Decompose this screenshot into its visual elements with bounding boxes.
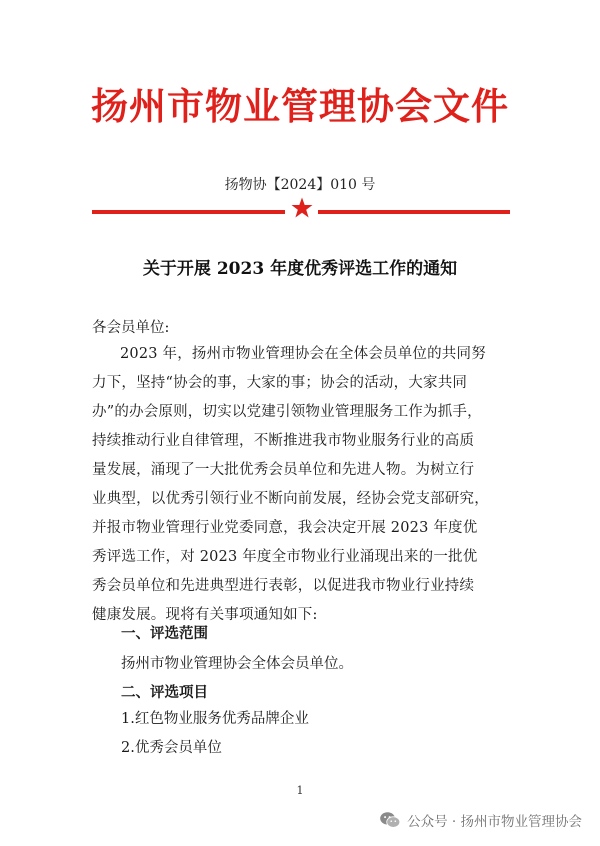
page-number: 1	[296, 784, 304, 797]
salutation: 各会员单位:	[92, 320, 170, 336]
section-heading-projects: 二、评选项目	[121, 684, 208, 701]
section-heading-scope: 一、评选范围	[121, 625, 208, 642]
paragraph-line: 并报市物业管理行业党委同意，我会决定开展 2023 年度优	[92, 520, 478, 536]
paragraph-line: 持续推动行业自律管理，不断推进我市物业服务行业的高质	[92, 433, 475, 449]
body-paragraph	[92, 340, 516, 630]
paragraph-line: 秀会员单位和先进典型进行表彰，以促进我市物业行业持续	[92, 578, 475, 594]
paragraph-line: 力下，坚持“协会的事，大家的事；协会的活动，大家共同	[92, 375, 468, 391]
paragraph-line: 2023 年，扬州市物业管理协会在全体会员单位的共同努	[120, 346, 486, 362]
red-divider-right	[318, 210, 510, 214]
watermark-text: 公众号 · 扬州市物业管理协会	[407, 814, 582, 830]
document-number: 扬物协【2024】010 号	[224, 177, 376, 193]
paragraph-line: 量发展，涌现了一大批优秀会员单位和先进人物。为树立行	[92, 462, 475, 478]
section-item: 1.红色物业服务优秀品牌企业	[121, 711, 309, 727]
section-item: 2.优秀会员单位	[121, 740, 222, 756]
notice-title: 关于开展 2023 年度优秀评选工作的通知	[142, 259, 458, 279]
red-star-icon	[290, 196, 314, 220]
paragraph-line: 业典型，以优秀引领行业不断向前发展，经协会党支部研究，	[92, 491, 489, 507]
section-item: 扬州市物业管理协会全体会员单位。	[121, 656, 353, 672]
org-title: 扬州市物业管理协会文件	[91, 85, 509, 128]
paragraph-line: 健康发展。现将有关事项通知如下:	[92, 607, 318, 623]
red-divider-left	[92, 210, 285, 214]
paragraph-line: 秀评选工作，对 2023 年度全市物业行业涌现出来的一批优	[92, 549, 478, 565]
paragraph-line: 办”的办会原则，切实以党建引领物业管理服务工作为抓手，	[92, 404, 482, 420]
wechat-icon	[379, 811, 401, 829]
wechat-watermark	[379, 810, 582, 830]
